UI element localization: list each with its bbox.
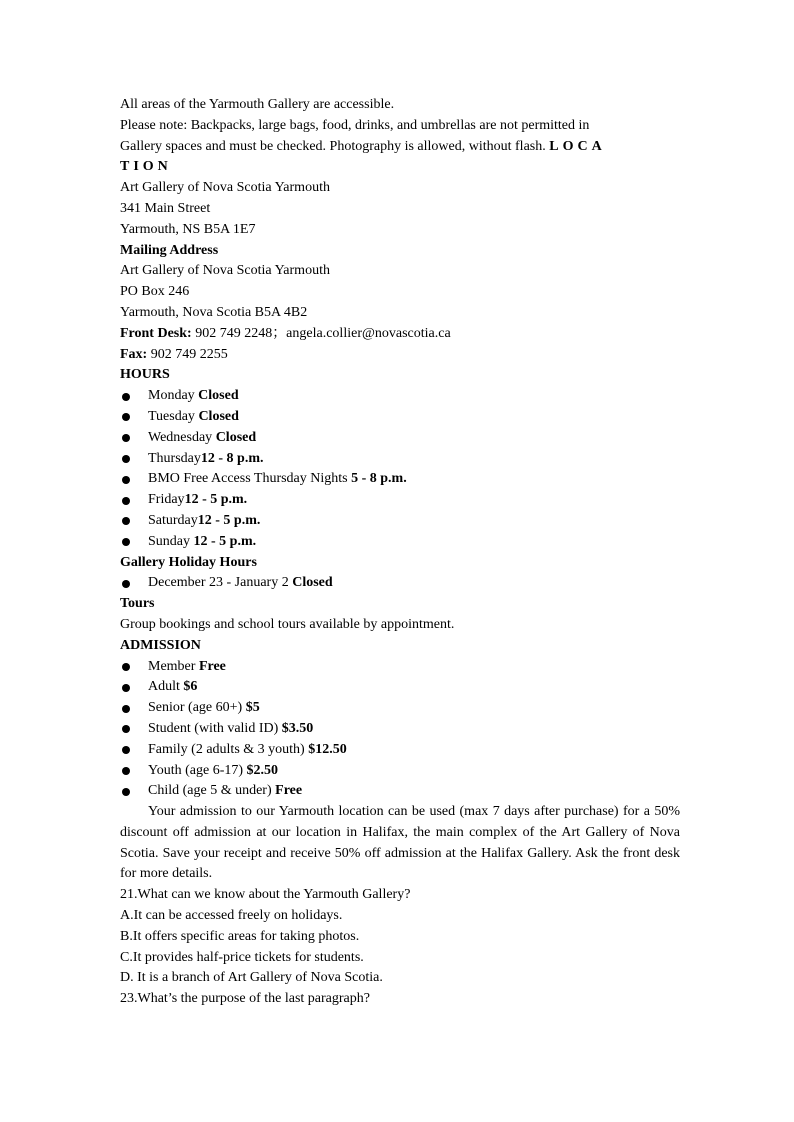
bullet-icon [122, 434, 130, 442]
admission-item: Child (age 5 & under) Free [120, 781, 680, 802]
mailing-city: Yarmouth, Nova Scotia B5A 4B2 [120, 304, 308, 320]
question-23: 23.What’s the purpose of the last paragraph? [120, 991, 370, 1007]
mailing-name: Art Gallery of Nova Scotia Yarmouth [120, 263, 330, 279]
holiday-heading: Gallery Holiday Hours [120, 554, 257, 570]
location-heading-part2: TION [120, 159, 172, 175]
hours-item: Monday Closed [120, 386, 680, 407]
option-c: C.It provides half-price tickets for students. [120, 949, 364, 965]
hours-item: Sunday 12 - 5 p.m. [120, 532, 680, 553]
note-line-2 [120, 137, 680, 158]
question-21: 21.What can we know about the Yarmouth Gallery? [120, 887, 411, 903]
bullet-icon [122, 725, 130, 733]
bullet-icon [122, 705, 130, 713]
front-desk-value: 902 749 2248；angela.collier@novascotia.ca [195, 325, 451, 341]
admission-item: Adult $6 [120, 677, 680, 698]
tours-heading: Tours [120, 596, 155, 612]
bullet-icon [122, 684, 130, 692]
fax-label: Fax: [120, 346, 148, 362]
location-street: 341 Main Street [120, 200, 211, 216]
bullet-icon [122, 476, 130, 484]
holiday-item: December 23 - January 2 Closed [120, 573, 680, 594]
admission-item: Member Free [120, 657, 680, 678]
mailing-heading: Mailing Address [120, 242, 219, 258]
discount-paragraph: Your admission to our Yarmouth location can be used (max 7 days after purchase) for a 50% discount off admission at our location in Halifax, the main complex of the Art Gallery of Nova Scotia. Save your receipt and receive 50% off admission at the Halifax Gallery. Ask the front desk for more details. [120, 804, 680, 882]
option-a: A.It can be accessed freely on holidays. [120, 908, 343, 924]
admission-item: Youth (age 6-17) $2.50 [120, 761, 680, 782]
note-line-1: Please note: Backpacks, large bags, food, drinks, and umbrellas are not permitted in [120, 117, 590, 133]
admission-item: Family (2 adults & 3 youth) $12.50 [120, 740, 680, 761]
hours-item: Tuesday Closed [120, 407, 680, 428]
hours-heading: HOURS [120, 367, 170, 383]
hours-item: Thursday12 - 8 p.m. [120, 449, 680, 470]
document-page [120, 95, 680, 1010]
note-text: Gallery spaces and must be checked. Photography is allowed, without flash. [120, 138, 546, 154]
accessibility-text: All areas of the Yarmouth Gallery are accessible. [120, 97, 395, 112]
bullet-icon [122, 788, 130, 796]
bullet-icon [122, 663, 130, 671]
bullet-icon [122, 393, 130, 401]
bullet-icon [122, 497, 130, 505]
location-name: Art Gallery of Nova Scotia Yarmouth [120, 180, 330, 196]
bullet-icon [122, 538, 130, 546]
front-desk-label: Front Desk: [120, 325, 192, 341]
admission-heading: ADMISSION [120, 637, 201, 653]
bullet-icon [122, 455, 130, 463]
bullet-icon [122, 517, 130, 525]
location-city: Yarmouth, NS B5A 1E7 [120, 221, 256, 237]
hours-item: Wednesday Closed [120, 428, 680, 449]
tours-text: Group bookings and school tours available by appointment. [120, 616, 455, 632]
admission-item: Student (with valid ID) $3.50 [120, 719, 680, 740]
admission-item: Senior (age 60+) $5 [120, 698, 680, 719]
bullet-icon [122, 580, 130, 588]
option-b: B.It offers specific areas for taking photos. [120, 928, 360, 944]
bullet-icon [122, 767, 130, 775]
fax-value: 902 749 2255 [150, 346, 228, 362]
bullet-icon [122, 413, 130, 421]
option-d: D. It is a branch of Art Gallery of Nova Scotia. [120, 970, 383, 986]
mailing-box: PO Box 246 [120, 284, 190, 300]
fax-line [120, 345, 680, 366]
hours-item: Saturday12 - 5 p.m. [120, 511, 680, 532]
hours-item: BMO Free Access Thursday Nights 5 - 8 p.m. [120, 469, 680, 490]
bullet-icon [122, 746, 130, 754]
location-heading-part1: LOCA [549, 138, 606, 154]
front-desk-line [120, 324, 680, 345]
hours-item: Friday12 - 5 p.m. [120, 490, 680, 511]
